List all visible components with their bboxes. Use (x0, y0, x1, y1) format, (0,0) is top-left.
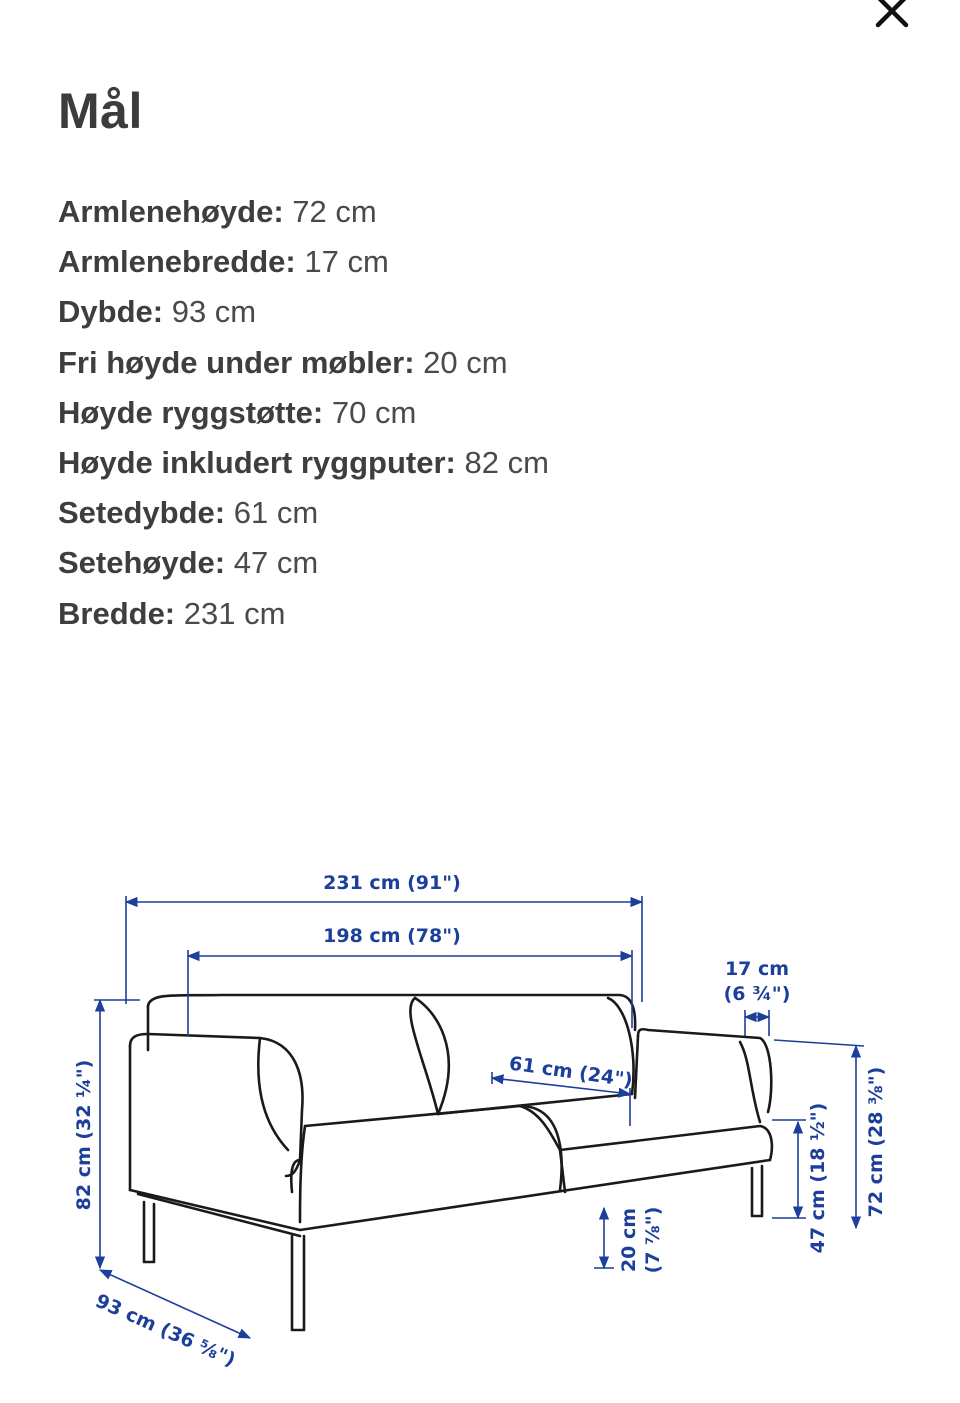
dim-seat-height: 47 cm (18 ½") (807, 1102, 829, 1254)
spec-label: Armlenebredde: (58, 244, 296, 280)
spec-value: 61 cm (233, 495, 319, 531)
spec-label: Setehøyde: (58, 545, 226, 581)
dim-width-total: 231 cm (91") (323, 872, 461, 894)
page-title: Mål (58, 83, 143, 139)
spec-value: 231 cm (183, 595, 286, 631)
spec-label: Dybde: (58, 294, 164, 330)
dim-depth: 93 cm (36 ⅝") (92, 1289, 239, 1372)
spec-value: 93 cm (171, 294, 257, 330)
close-icon (874, 0, 910, 29)
sofa-drawing (130, 995, 772, 1330)
dim-seat-depth: 61 cm (24") (507, 1052, 634, 1092)
spec-row-depth (58, 290, 549, 340)
spec-row-height-cushions (58, 441, 549, 491)
spec-row-width (58, 592, 549, 642)
dimension-list (58, 190, 549, 642)
spec-row-free-height (58, 341, 549, 391)
spec-row-seat-height (58, 541, 549, 591)
spec-row-backrest-height (58, 391, 549, 441)
spec-value: 72 cm (292, 194, 377, 229)
spec-row-armrest-width (58, 240, 549, 290)
spec-value: 20 cm (423, 344, 508, 380)
dim-clearance-1: 20 cm (618, 1207, 640, 1273)
spec-value: 47 cm (233, 545, 319, 581)
dim-width-inner: 198 cm (78") (323, 925, 461, 947)
dim-clearance-2: (7 ⅞") (642, 1206, 664, 1274)
dim-armrest-width-1: 17 cm (724, 958, 790, 980)
spec-label: Høyde ryggstøtte: (58, 394, 324, 430)
spec-label: Høyde inkludert ryggputer: (58, 444, 456, 480)
dim-armrest-height: 72 cm (28 ⅜") (865, 1066, 887, 1218)
spec-value: 70 cm (331, 394, 417, 430)
spec-value: 82 cm (464, 444, 549, 480)
spec-label: Bredde: (58, 595, 176, 631)
dim-armrest-width-2: (6 ¾") (723, 983, 791, 1005)
spec-row-seat-depth (58, 491, 549, 541)
dim-height-cushions: 82 cm (32 ¼") (73, 1059, 95, 1211)
close-button[interactable] (862, 0, 922, 36)
spec-label: Armlenehøyde: (58, 194, 284, 229)
spec-label: Fri høyde under møbler: (58, 344, 415, 380)
sofa-dimension-diagram (60, 860, 910, 1380)
spec-label: Setedybde: (58, 495, 226, 531)
spec-row-armrest-height (58, 190, 549, 240)
spec-value: 17 cm (304, 244, 389, 280)
